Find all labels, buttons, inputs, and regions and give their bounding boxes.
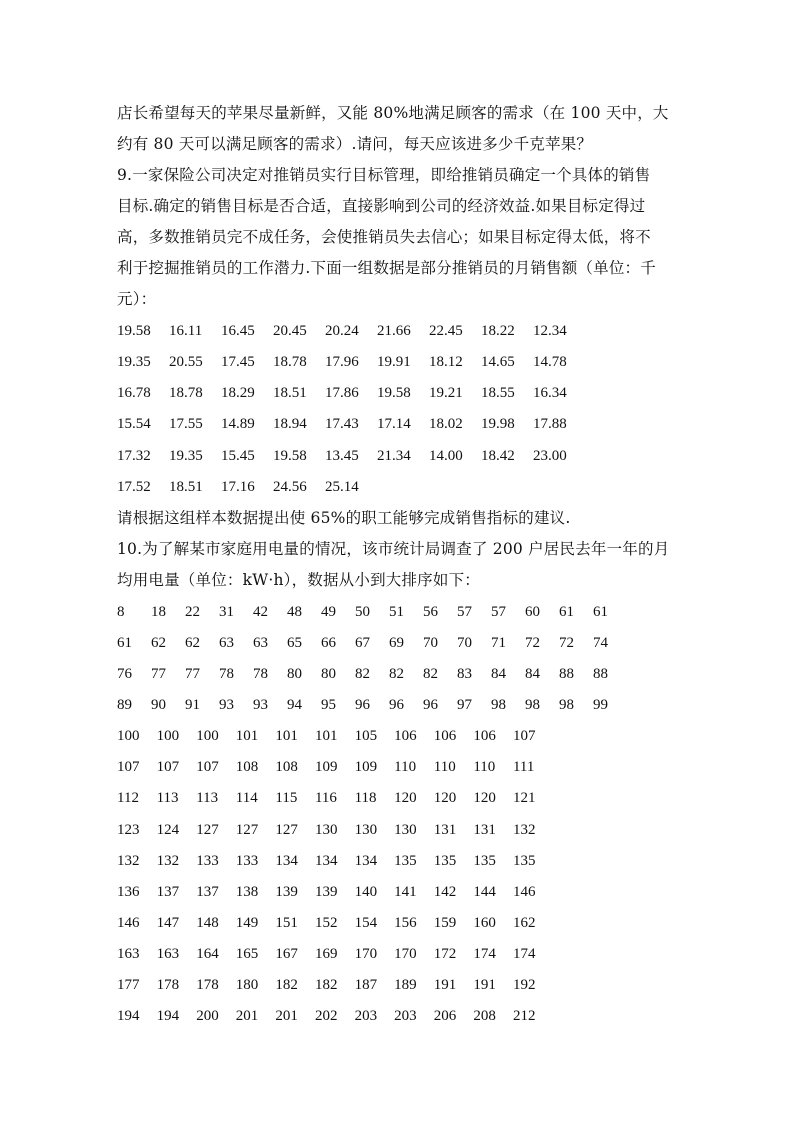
usage-value: 182: [275, 977, 298, 993]
usage-data-row: [117, 597, 627, 628]
problem-10-paragraph: [117, 534, 677, 596]
usage-value: 137: [156, 884, 180, 900]
usage-value: 94: [287, 697, 302, 713]
usage-value: 147: [156, 915, 180, 931]
usage-value: 51: [389, 604, 404, 620]
usage-value: 110: [433, 759, 456, 775]
usage-value: 18: [151, 604, 166, 620]
problem-9-line: 目标.确定的销售目标是否合适，直接影响到公司的经济效益.如果目标定得过: [117, 197, 646, 215]
usage-value: 133: [235, 853, 259, 869]
problem-9-question: [117, 503, 677, 534]
usage-value: 174: [512, 946, 536, 962]
usage-value: 124: [156, 822, 180, 838]
sales-value: 18.51: [169, 479, 203, 495]
usage-value: 182: [314, 977, 338, 993]
usage-value: 101: [275, 728, 298, 744]
intro-line: 约有 80 天可以满足顾客的需求）.请问，每天应该进多少千克苹果？: [117, 135, 593, 153]
usage-value: 131: [433, 822, 457, 838]
usage-value: 74: [593, 635, 608, 651]
usage-value: 121: [512, 790, 536, 806]
usage-value: 50: [355, 604, 370, 620]
sales-data-row: [117, 378, 585, 409]
usage-value: 203: [394, 1008, 417, 1024]
usage-value: 96: [389, 697, 404, 713]
usage-value: 49: [321, 604, 336, 620]
usage-value: 113: [196, 790, 219, 806]
sales-value: 18.22: [481, 323, 515, 339]
usage-value: 98: [491, 697, 506, 713]
usage-data-row: [117, 628, 627, 659]
sales-value: 23.00: [533, 448, 567, 464]
sales-value: 18.55: [481, 385, 515, 401]
usage-value: 42: [253, 604, 268, 620]
usage-value: 203: [354, 1008, 378, 1024]
usage-value: 127: [235, 822, 259, 838]
usage-value: 159: [433, 915, 457, 931]
usage-value: 134: [354, 853, 378, 869]
usage-value: 77: [185, 666, 200, 682]
usage-value: 106: [433, 728, 457, 744]
usage-value: 48: [287, 604, 302, 620]
sales-value: 18.78: [169, 385, 203, 401]
usage-value: 123: [117, 822, 140, 838]
sales-value: 20.45: [273, 323, 307, 339]
usage-value: 189: [394, 977, 417, 993]
usage-value: 206: [433, 1008, 457, 1024]
usage-value: 61: [117, 635, 132, 651]
usage-value: 116: [314, 790, 337, 806]
usage-value: 107: [512, 728, 536, 744]
sales-value: 19.58: [273, 448, 307, 464]
usage-value: 108: [275, 759, 298, 775]
problem-9-line: 9.一家保险公司决定对推销员实行目标管理，即给推销员确定一个具体的销售: [117, 166, 651, 184]
usage-value: 89: [117, 697, 132, 713]
usage-value: 174: [473, 946, 496, 962]
sales-value: 17.55: [169, 416, 203, 432]
usage-value: 78: [253, 666, 268, 682]
usage-value: 180: [235, 977, 259, 993]
usage-value: 169: [314, 946, 338, 962]
sales-value: 18.78: [273, 354, 307, 370]
usage-value: 152: [314, 915, 338, 931]
sales-value: 18.12: [429, 354, 463, 370]
usage-value: 65: [287, 635, 302, 651]
usage-value: 172: [433, 946, 457, 962]
usage-value: 60: [525, 604, 540, 620]
usage-value: 163: [156, 946, 180, 962]
usage-value: 84: [525, 666, 540, 682]
usage-value: 163: [117, 946, 140, 962]
usage-value: 120: [433, 790, 457, 806]
usage-value: 137: [196, 884, 219, 900]
sales-value: 17.96: [325, 354, 359, 370]
usage-value: 118: [354, 790, 377, 806]
usage-value: 82: [389, 666, 404, 682]
usage-value: 71: [491, 635, 506, 651]
sales-value: 18.29: [221, 385, 255, 401]
usage-value: 127: [196, 822, 219, 838]
usage-value: 138: [235, 884, 259, 900]
sales-value: 14.89: [221, 416, 255, 432]
sales-value: 18.02: [429, 416, 463, 432]
usage-value: 63: [253, 635, 268, 651]
sales-value: 17.16: [221, 479, 255, 495]
sales-value: 13.45: [325, 448, 359, 464]
usage-value: 62: [151, 635, 166, 651]
sales-value: 21.34: [377, 448, 411, 464]
usage-value: 160: [473, 915, 496, 931]
usage-value: 106: [473, 728, 496, 744]
sales-value: 19.58: [377, 385, 411, 401]
usage-value: 120: [473, 790, 496, 806]
usage-value: 107: [156, 759, 180, 775]
sales-value: 18.94: [273, 416, 307, 432]
usage-value: 140: [354, 884, 378, 900]
usage-value: 170: [394, 946, 417, 962]
sales-value: 20.55: [169, 354, 203, 370]
usage-value: 131: [473, 822, 496, 838]
usage-value: 72: [559, 635, 574, 651]
usage-value: 72: [525, 635, 540, 651]
usage-value: 132: [156, 853, 180, 869]
problem-10-line: 均用电量（单位：kW·h），数据从小到大排序如下：: [117, 571, 480, 589]
usage-value: 133: [196, 853, 219, 869]
usage-value: 154: [354, 915, 378, 931]
usage-value: 88: [559, 666, 574, 682]
usage-value: 130: [314, 822, 338, 838]
usage-value: 194: [117, 1008, 140, 1024]
sales-value: 15.54: [117, 416, 151, 432]
usage-value: 134: [314, 853, 338, 869]
usage-value: 156: [394, 915, 417, 931]
usage-value: 78: [219, 666, 234, 682]
usage-value: 95: [321, 697, 336, 713]
usage-value: 191: [473, 977, 496, 993]
usage-value: 61: [559, 604, 574, 620]
usage-value: 212: [512, 1008, 536, 1024]
usage-value: 67: [355, 635, 370, 651]
usage-data-row: [117, 939, 553, 970]
usage-value: 109: [354, 759, 378, 775]
usage-value: 57: [491, 604, 506, 620]
sales-value: 17.45: [221, 354, 255, 370]
sales-value: 19.35: [117, 354, 151, 370]
sales-value: 17.43: [325, 416, 359, 432]
usage-value: 96: [423, 697, 438, 713]
usage-data-row: [117, 815, 553, 846]
sales-data-row: [117, 316, 585, 347]
usage-value: 141: [394, 884, 417, 900]
sales-data-row: [117, 472, 377, 503]
usage-data-row: [117, 721, 553, 752]
usage-value: 139: [275, 884, 298, 900]
usage-value: 162: [512, 915, 536, 931]
usage-value: 109: [314, 759, 338, 775]
usage-value: 70: [457, 635, 472, 651]
usage-value: 136: [117, 884, 140, 900]
usage-value: 88: [593, 666, 608, 682]
usage-value: 135: [394, 853, 417, 869]
usage-data-row: [117, 877, 553, 908]
usage-value: 69: [389, 635, 404, 651]
usage-value: 105: [354, 728, 378, 744]
sales-value: 12.34: [533, 323, 567, 339]
usage-value: 90: [151, 697, 166, 713]
usage-value: 167: [275, 946, 298, 962]
sales-value: 18.51: [273, 385, 307, 401]
usage-value: 110: [473, 759, 496, 775]
usage-value: 66: [321, 635, 336, 651]
usage-value: 98: [525, 697, 540, 713]
usage-value: 142: [433, 884, 457, 900]
problem-9-paragraph: [117, 160, 677, 315]
usage-value: 107: [196, 759, 219, 775]
sales-value: 17.14: [377, 416, 411, 432]
usage-value: 101: [235, 728, 259, 744]
sales-value: 17.88: [533, 416, 567, 432]
usage-value: 148: [196, 915, 219, 931]
sales-value: 19.21: [429, 385, 463, 401]
usage-value: 135: [473, 853, 496, 869]
usage-value: 132: [117, 853, 140, 869]
usage-value: 83: [457, 666, 472, 682]
sales-value: 17.32: [117, 448, 151, 464]
sales-value: 16.78: [117, 385, 151, 401]
usage-value: 187: [354, 977, 378, 993]
usage-value: 202: [314, 1008, 338, 1024]
usage-value: 62: [185, 635, 200, 651]
usage-value: 82: [423, 666, 438, 682]
sales-value: 17.52: [117, 479, 151, 495]
usage-value: 100: [196, 728, 219, 744]
usage-value: 191: [433, 977, 457, 993]
usage-value: 135: [433, 853, 457, 869]
problem-9-line: 元）：: [117, 290, 157, 308]
usage-value: 165: [235, 946, 259, 962]
usage-value: 178: [156, 977, 180, 993]
usage-value: 115: [275, 790, 298, 806]
sales-value: 15.45: [221, 448, 255, 464]
usage-data-row: [117, 970, 553, 1001]
usage-data-row: [117, 783, 553, 814]
usage-value: 200: [196, 1008, 219, 1024]
usage-value: 144: [473, 884, 496, 900]
problem-10-line: 10.为了解某市家庭用电量的情况，该市统计局调查了 200 户居民去年一年的月: [117, 540, 670, 558]
usage-value: 100: [156, 728, 180, 744]
usage-value: 96: [355, 697, 370, 713]
sales-data-row: [117, 409, 585, 440]
problem-9-question-line: 请根据这组样本数据提出使 65%的职工能够完成销售指标的建议.: [117, 509, 571, 527]
usage-value: 61: [593, 604, 608, 620]
usage-value: 99: [593, 697, 608, 713]
intro-line: 店长希望每天的苹果尽量新鲜，又能 80%地满足顾客的需求（在 100 天中，大: [117, 104, 669, 122]
usage-value: 151: [275, 915, 298, 931]
usage-value: 70: [423, 635, 438, 651]
sales-value: 19.91: [377, 354, 411, 370]
sales-value: 14.00: [429, 448, 463, 464]
usage-data-row: [117, 846, 553, 877]
usage-value: 127: [275, 822, 298, 838]
usage-value: 56: [423, 604, 438, 620]
sales-value: 17.86: [325, 385, 359, 401]
usage-data-row: [117, 908, 553, 939]
usage-value: 57: [457, 604, 472, 620]
usage-value: 101: [314, 728, 338, 744]
usage-value: 201: [235, 1008, 259, 1024]
usage-value: 208: [473, 1008, 496, 1024]
usage-value: 177: [117, 977, 140, 993]
usage-value: 201: [275, 1008, 298, 1024]
sales-value: 16.34: [533, 385, 567, 401]
usage-value: 76: [117, 666, 132, 682]
usage-value: 107: [117, 759, 140, 775]
sales-value: 24.56: [273, 479, 307, 495]
usage-value: 98: [559, 697, 574, 713]
usage-data-row: [117, 1001, 553, 1032]
usage-value: 100: [117, 728, 140, 744]
usage-value: 84: [491, 666, 506, 682]
usage-value: 146: [512, 884, 536, 900]
usage-value: 146: [117, 915, 140, 931]
sales-value: 22.45: [429, 323, 463, 339]
sales-value: 16.45: [221, 323, 255, 339]
usage-value: 80: [287, 666, 302, 682]
usage-value: 170: [354, 946, 378, 962]
sales-value: 19.98: [481, 416, 515, 432]
usage-data-row: [117, 690, 627, 721]
sales-data-row: [117, 441, 585, 472]
usage-value: 149: [235, 915, 259, 931]
problem-9-line: 高，多数推销员完不成任务，会使推销员失去信心；如果目标定得太低，将不: [117, 228, 651, 246]
usage-value: 8: [117, 604, 125, 620]
sales-value: 19.58: [117, 323, 151, 339]
problem-intro-paragraph: [117, 98, 677, 160]
usage-value: 132: [512, 822, 536, 838]
usage-value: 91: [185, 697, 200, 713]
usage-value: 31: [219, 604, 234, 620]
usage-value: 106: [394, 728, 417, 744]
usage-value: 178: [196, 977, 219, 993]
usage-value: 135: [512, 853, 536, 869]
usage-value: 192: [512, 977, 536, 993]
usage-data-row: [117, 659, 627, 690]
sales-value: 21.66: [377, 323, 411, 339]
problem-9-line: 利于挖掘推销员的工作潜力.下面一组数据是部分推销员的月销售额（单位：千: [117, 259, 656, 277]
usage-value: 120: [394, 790, 417, 806]
usage-value: 97: [457, 697, 472, 713]
usage-value: 82: [355, 666, 370, 682]
sales-value: 14.78: [533, 354, 567, 370]
sales-value: 19.35: [169, 448, 203, 464]
usage-value: 80: [321, 666, 336, 682]
usage-value: 194: [156, 1008, 180, 1024]
usage-value: 110: [394, 759, 417, 775]
sales-value: 14.65: [481, 354, 515, 370]
sales-value: 18.42: [481, 448, 515, 464]
sales-value: 25.14: [325, 479, 359, 495]
usage-value: 113: [156, 790, 179, 806]
usage-value: 112: [117, 790, 139, 806]
usage-value: 139: [314, 884, 338, 900]
usage-value: 93: [219, 697, 234, 713]
usage-value: 63: [219, 635, 234, 651]
sales-value: 20.24: [325, 323, 359, 339]
usage-value: 134: [275, 853, 298, 869]
usage-value: 77: [151, 666, 166, 682]
usage-value: 130: [394, 822, 417, 838]
usage-data-row: [117, 752, 553, 783]
usage-value: 164: [196, 946, 219, 962]
usage-value: 130: [354, 822, 378, 838]
sales-value: 16.11: [169, 323, 203, 339]
sales-data-row: [117, 347, 585, 378]
usage-value: 108: [235, 759, 259, 775]
usage-value: 114: [235, 790, 258, 806]
usage-value: 93: [253, 697, 268, 713]
usage-value: 22: [185, 604, 200, 620]
usage-value: 111: [512, 759, 535, 775]
